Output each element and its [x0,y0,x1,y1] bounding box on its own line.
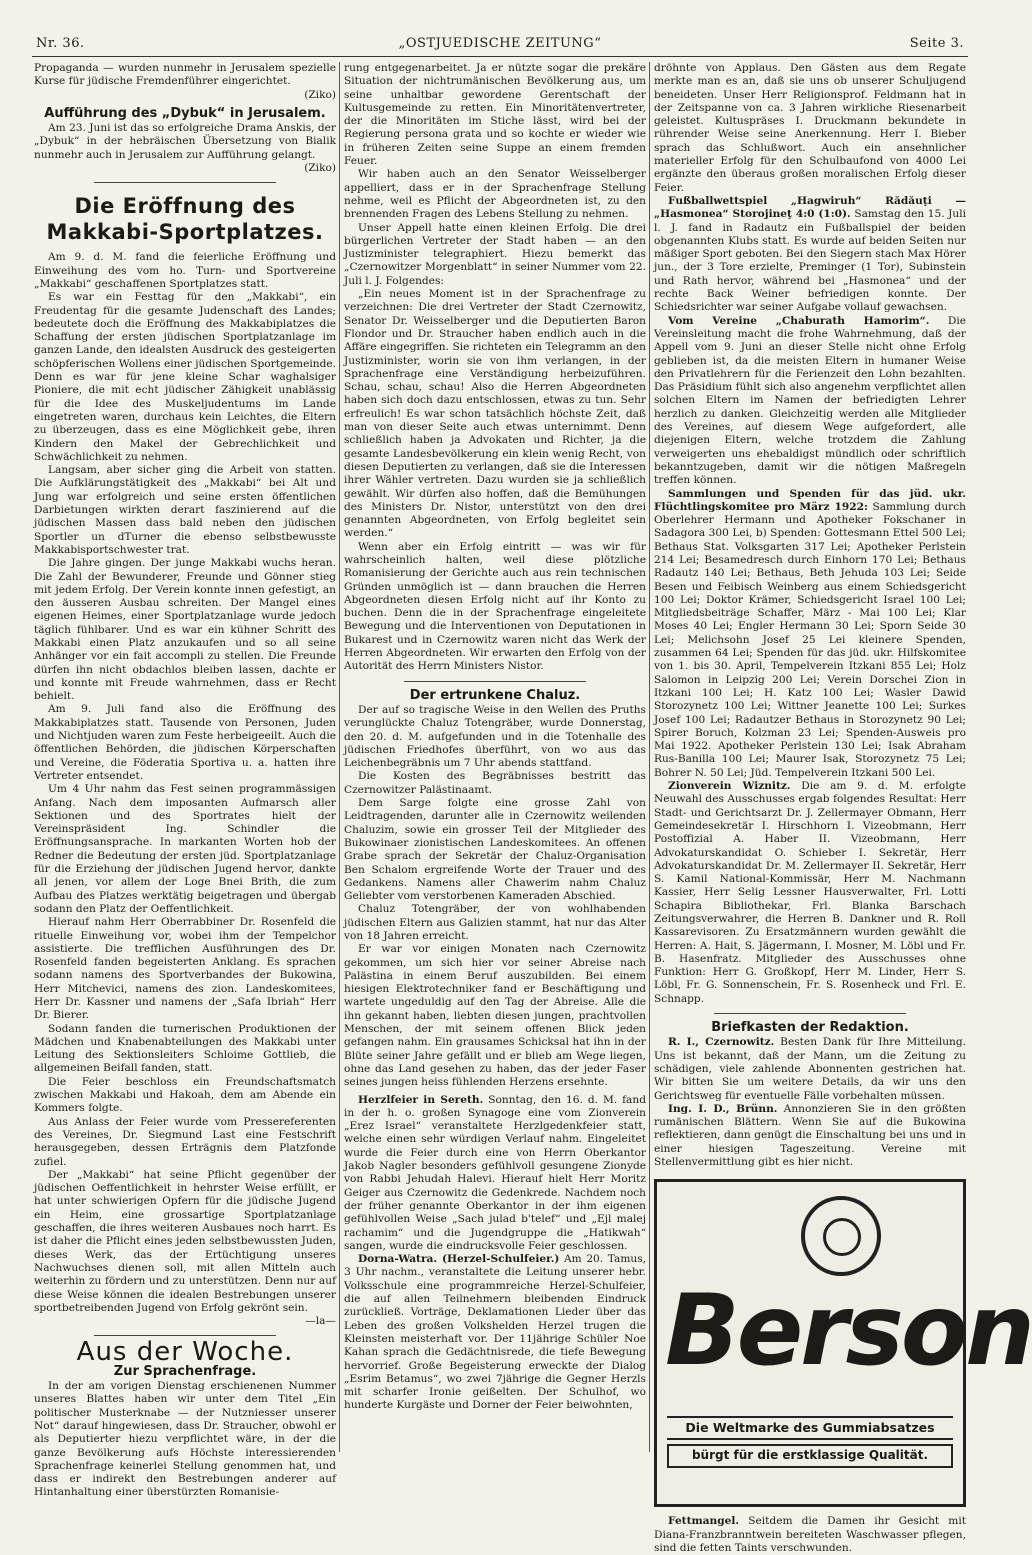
item-text: Sonntag, den 16. d. M. fand in der h. o. großen Synagoge eine vom Zionverein „Erez Israel“ veranstaltete Herzlgedenkfeier statt, welche einen sehr würdigen Verlauf nahm. Eingeleitet wurde die Feier durch eine von Herrn Oberkantor Jakob Nagler besonders gefühlvoll gesungene Zionyde von Rabbi Jehudah Halevi. Hierauf hielt Herr Moritz Geiger aus Czernowitz die Gedenkrede. Nachdem noch der früher genannte Oberkantor in der ihm eigenen gefühlvollen Weise „Sach julad b'telef“ und „Ejl malej rachamim“ und die Jugendgruppe die „Hatikwah“ sangen, wurde die eindrucksvolle Feier geschlossen. [344,1093,646,1252]
page-header [32,34,968,57]
column-divider [649,62,650,1452]
news-item-fettmangel [654,1515,966,1555]
item-text: Sammlung durch Oberlehrer Hermann und Apotheker Fokschaner in Sadagora 300 Lei, b) Spenden: Gottesmann Ettel 500 Lei; Bethaus Stat. Volksgarten 317 Lei; Apotheker Perlstein 214 Lei; Besamedresch durch Einhorn 170 Lei; Bethaus Radautz 140 Lei; Bethaus, Beth Jehuda 103 Lei; Seide Besen und Feibisch Weinberg aus einem Schiedsgericht 100 Lei; Doktor Krämer, Schiedsgericht Israel 100 Lei; Mitgliedsbeiträge Schaffer, März - Mai 100 Lei; Klar Moses 40 Lei; Engler Hermann 30 Lei; Sporn Seide 30 Lei; Melichsohn Josef 25 Lei kleinere Spenden, zusammen 64 Lei; Spenden für das jüd. ukr. Hilfskomitee von 1. bis 30. April, Tempelverein Itzkani 855 Lei; Holz Salomon in Leipzig 200 Lei; Verein Dorschei Zion in Itzkani 100 Lei; H. Katz 100 Lei; Wasler Dawid Storozynetz 100 Lei; Wittner Jeanette 100 Lei; Surkes Josef 100 Lei; Radautzer Bethaus in Storozynetz 90 Lei; Spirer Boruch, Kolzman 23 Lei; Spenden-Ausweis pro Mai 1922. Apotheker Perlstein 130 Lei; Isak Abraham Rus-Banilla 100 Lei; Maurer Isak, Storozynetz 75 Lei; Bohrer N. 50 Lei; Jüd. Tempelverein Itzkani 500 Lei. [654,500,966,779]
paragraph: dröhnte von Applaus. Den Gästen aus dem Regate merkte man es an, daß sie uns ob unserer Schuljugend beneideten. Unser Herr Religionsprof. Feldmann hat in der Zeitspanne von ca. 3 Jahren wirkliche Riesenarbeit geleistet. Kultuspräses I. Druckmann bekundete in rührender Weise seine Anerkennung. Herr I. Bieber sprach das Schlußwort. Auch ein ansehnlicher materieller Erfolg für den Schulbaufond von 4000 Lei ergänzte den überaus großen moralischen Erfolg dieser Feier. [654,62,966,194]
paragraph: Langsam, aber sicher ging die Arbeit von statten. Die Aufklärungstätigkeit des „Makkabi“ bei Alt und Jung war erfolgreich und seine ersten öffentlichen Darbietungen wirkten derart faszinierend auf die jüdischen Massen dass bald neben den jüdischen Sportler un dTurner die ebenso selbstbewusste Makkabisportschwester trat. [34,464,336,556]
advertisement-berson [654,1179,1032,1507]
paragraph: Die Kosten des Begräbnisses bestritt das Czernowitzer Palästinaamt. [344,770,646,796]
item-text: Samstag den 15. Juli l. J. fand in Radautz ein Fußballspiel der beiden obgenannten Klubs statt. Es wurde auf beiden Seiten nur mäßiger Sport geboten. Bei den Siegern stach Max Hörer jun., der 3 Tore erzielte, Preminger (1 Tor), Subinstein und Rath hervor, während bei „Hasmonea“ und der rechte Back Weiner befriedigen konnte. Der Schiedsrichter war seiner Aufgabe vollauf gewachsen. [654,208,967,314]
byline: (Ziko) [304,88,336,101]
letter-item [654,1036,966,1102]
news-item-fussball [654,195,966,315]
news-item-herzlfeier [344,1094,646,1254]
paragraph: Aus Anlass der Feier wurde vom Pressereferenten des Vereines, Dr. Siegmund Last eine Festschrift herausgegeben, dessen Erträgnis dem Platzfonde zufiel. [34,1115,336,1168]
item-text: Am 20. Tamus, 3 Uhr nachm., veranstaltete die Leitung unserer hebr. Volksschule eine programmreiche Herzel-Schulfeier, die auf allen Teilnehmern bleibenden Eindruck zurückließ. Vorträge, Deklamationen Lieder über das Leben des großen Volkshelden Herzel trugen die Kleinsten meisterhaft vor. Der 11jährige Schüler Noe Kahan sprach die Gedächtnisrede, die tiefe Bewegung hervorrief. Große Begeisterung erweckte der Dialog „Esrim Betamus“, wo zwei 7jährige die Gegner Herzls mit scharfer Ironie geißelten. Der Schulhof, wo hunderte Kurgäste und Dorner der Feier beiwohnten, [344,1253,646,1412]
brand-logo: Berson [665,1274,1032,1389]
article-title-sprachenfrage: Zur Sprachenfrage. [113,1363,257,1379]
paragraph: Wir haben auch an den Senator Weisselberger appelliert, dass er in der Sprachenfrage Stellung nehme, weil es Pflicht der Abgeordneten ist, zu den brennenden Fragen des Lebens Stellung zu nehmen. [344,168,646,221]
paragraph: Wenn aber ein Erfolg eintritt — was wir für wahrscheinlich halten, weil diese plötzliche Romanisierung der Gerichte auch aus rein technischen Gründen unmöglich ist — dann brauchen die Herren Abgeordneten diesen Erfolg nicht auf ihr Konto zu buchen. Denn die in der Sprachenfrage eingeleitete Bewegung und die Interventionen von Deputationen in Bukarest und in Czernowitz waren nicht das Werk der Herren Abgeordneten. Wir erwarten den Erfolg von der Autorität des Herrn Ministers Nistor. [344,540,646,673]
paragraph: Die Feier beschloss ein Freundschaftsmatch zwischen Makkabi und Hakoah, dem am Abende ein Kommers folgte. [34,1075,336,1115]
item-lead: Zionverein Wiznitz. [668,780,791,793]
paragraph: In der am vorigen Dienstag erschienenen Nummer unseres Blattes haben wir unter dem Titel „Ein politischer Musterknabe — der Nutzniesser unserer Not“ darauf hingewiesen, dass Dr. Straucher, obwohl er als Deputierter hiezu verpflichtet wäre, in der die ganze Bevölkerung aufs Höchste interessierenden Sprachenfrage keinerlei Stellung genommen hat, und dass er indirekt den Bestrebungen anderer auf Hintanhaltung einer überstürzten Romanisie- [34,1380,336,1499]
item-lead: Herzlfeier in Sereth. [358,1093,484,1106]
divider [94,1335,276,1336]
paragraph: Am 9. d. M. fand die feierliche Eröffnung und Einweihung des vom ho. Turn- und Sportvereine „Makkabi“ geschaffenen Sportplatzes statt. [34,251,336,290]
page-number: Seite 3. [909,36,964,51]
news-item-dorna [344,1253,646,1413]
quote: „Ein neues Moment ist in der Sprachenfrage zu verzeichnen: Die drei Vertreter der Stadt Czernowitz, Senator Dr. Weisselberger und die Deputierten Baron Flondor und Dr. Straucher haben endlich auch in die Affäre eingegriffen. Sie richteten ein Telegramm an den Justizminister, worin sie von ihm verlangen, in der Sprachenfrage eine Verständigung herbeizuführen. Schau, schau, schau! Also die Herren Abgeordneten haben sich doch dazu entschlossen, etwas zu tun. Sehr erfreulich! Es war schon tatsächlich höchste Zeit, daß man von dieser Seite auch etwas unternimmt. Denn schließlich haben ja Advokaten und Richter, ja die gesamte Landesbevölkerung ein klein wenig Recht, von diesen Deputierten zu verlangen, daß sie die Interessen ihrer Wähler vertreten. Dazu wurden sie ja schließlich gewählt. Wir dürfen also hoffen, daß die Bemühungen des Ministers Dr. Nistor, unterstützt von den drei genannten Abgeordneten, von Erfolg begleitet sein werden.“ [344,288,646,540]
column-divider [339,62,340,1452]
newspaper-title: „OSTJUEDISCHE ZEITUNG“ [398,36,602,51]
item-text: Seitdem die Damen ihr Gesicht mit Diana-Franzbranntwein bereiteten Waschwasser pflegen, sind die fetten Taints verschwunden. [654,1515,966,1554]
ad-claim: bürgt für die erstklassige Qualität. [667,1444,953,1467]
article-title-dybuk: Aufführung des „Dybuk“ in Jerusalem. [44,105,326,121]
item-text: Besten Dank für Ihre Mitteilung. Uns ist bekannt, daß der Mann, um die Zeitung zu schädigen, viele zahlende Abonnenten gestrichen hat. Wir bitten Sie um weitere Details, da wir uns den Gerichtsweg für eventuelle Fälle vorbehalten müssen. [654,1036,967,1102]
paragraph: Die Jahre gingen. Der junge Makkabi wuchs heran. Die Zahl der Bewunderer, Freunde und Gönner stieg mit jedem Erfolg. Der Verein konnte innen gefestigt, an den äusseren Ausbau schreiten. Der Mangel eines eigenen Heimes, einer Sportplatzanlage wurde jedoch täglich fühlbarer. Und es war ein kühner Schritt des Makkabi einen Platz anzukaufen und so all seine Anhänger vor ein fait accompli zu stellen. Die Freunde dürfen ihn nicht obdachlos bleiben lassen, dachte er und konnte mit Freude wahrnehmen, dass er Recht behielt. [34,557,336,703]
divider [404,681,586,682]
paragraph: Um 4 Uhr nahm das Fest seinen programmässigen Anfang. Nach dem imposanten Aufmarsch aller Sektionen und des Sportrates hielt der Vereinspräsident Ing. Schindler die Eröffnungsansprache. In markanten Worten hob der Redner die Bedeutung der ersten jüd. Sportplatzanlage für die Erziehung der jüdischen Jugend hervor, dankte all jenen, vor allem der Loge Bnei Brith, die zum Aufbau des Platzes werktätig beigetragen und übergab sodann den Platz der Oeffentlichkeit. [34,783,336,915]
heel-logo-icon [801,1196,881,1276]
letter-item [654,1103,966,1169]
item-text: Die am 9. d. M. erfolgte Neuwahl des Ausschusses ergab folgendes Resultat: Herr Stadt- und Gerichtsarzt Dr. J. Zellermayer Obmann, Herr Gemeindesekretär I. Hirschhorn I. Vizeobmann, Herr Postoffizial A. Haber II. Vizeobmann, Herr Advokaturskandidat O. Schieber I. Sekretär, Herr Advokaturskandidat Dr. M. Zellermayer II. Sekretär, Herr S. Kamil National-Kommissär, Herr M. Nachmann Kassier, Herr Selig Lessner Hausverwalter, Frl. Lotti Schapira Bibliothekar, Frl. Blanka Barschach Zeitungsverwahrer, die Herren B. Dankner und R. Roll Kassarevisoren. Zu Ersatzmännern wurden gewählt die Herren: A. Hait, S. Jägermann, I. Mosner, M. Löbl und Fr. B. Hasenfratz. Mitglieder des Ausschusses ohne Funktion: Herr G. Großkopf, Herr M. Linder, Herr S. Löbl, Fr. G. Sonnenschein, Fr. S. Rosenheck und Frl. E. Schnapp. [654,780,966,1005]
paragraph: Chaluz Totengräber, der von wohlhabenden jüdischen Eltern aus Galizien stammt, hat nur das Alter von 18 Jahren erreicht. [344,903,646,942]
section-title-briefkasten: Briefkasten der Redaktion. [711,1020,909,1036]
paragraph: Unser Appell hatte einen kleinen Erfolg. Die drei bürgerlichen Vertreter der Stadt haben — an den Justizminister telegraphiert. Hiezu bemerkt das „Czernowitzer Morgenblatt“ in seiner Nummer vom 22. Juli l. J. Folgendes: [344,221,646,287]
intro-text: Propaganda — wurden nunmehr in Jerusalem spezielle Kurse für jüdische Fremdenführer eingerichtet. [34,62,336,88]
paragraph: Er war vor einigen Monaten nach Czernowitz gekommen, um sich hier vor seiner Abreise nach Palästina in einem Beruf auszubilden. Bei einem hiesigen Elektrotechniker fand er Beschäftigung und wartete ungeduldig auf den Tag der Abreise. Alle die ihn gekannt haben, liebten diesen jungen, prachtvollen Menschen, der mit seinem offenen Blick jeden gefangen nahm. Ein grausames Schicksal hat ihn in der Blüte seiner Jahre gefällt und er blieb am Wege liegen, ohne das Land gesehen zu haben, das der jeder Faser seines jungen heiss fühlenden Herzens ersehnte. [344,943,646,1089]
paragraph: Am 9. Juli fand also die Eröffnung des Makkabiplatzes statt. Tausende von Personen, Juden und Nichtjuden waren zum Feste herbeigeeilt. Auch die öffentlichen Behörden, die jüdischen Körperschaften und Vereine, die Föderatia Sportiva u. a. hatten ihre Vertreter entsendet. [34,703,336,782]
article-title-makkabi: Die Eröffnung des Makkabi-Sportplatzes. [46,194,324,245]
item-text: Annonzieren Sie in den größten rumänischen Blättern. Wenn Sie auf die Bukowina reflektieren, dann genügt die Einschaltung bei uns und in einer hiesigen Tageszeitung. Vereine mit Stellenvermittlung gibt es hier nicht. [654,1102,966,1169]
news-item-chaburath [654,315,966,488]
item-lead: Fußballwettspiel „Hagwiruh“ Rădăuţi — „Hasmonea“ Storojineţ 4:0 (1:0). [654,194,966,221]
news-item-wiznitz [654,780,966,1006]
byline: (Ziko) [304,162,336,175]
item-lead: Fettmangel. [668,1515,740,1528]
section-title: Aus der Woche. [76,1337,294,1368]
item-lead: Ing. I. D., Brünn. [668,1102,778,1115]
news-item-spenden [654,488,966,781]
column-2 [344,62,646,1482]
paragraph: Hierauf nahm Herr Oberrabbiner Dr. Rosenfeld die rituelle Einweihung vor, wobei ihm der Tempelchor assistierte. Die trefflichen Ausführungen des Dr. Rosenfeld fanden begeisterten Anklang. Es sprachen sodann namens des Sportverbandes der Bukowina, Herr Mitchevici, namens des zion. Landeskomitees, Herr Dr. Kassner und namens der „Safa Ibriah“ Herr Dr. Bierer. [34,916,336,1022]
column-3 [654,62,1032,1554]
divider [714,1013,906,1014]
column-1 [34,62,336,1499]
divider [94,182,276,183]
byline: —la— [305,1315,336,1328]
paragraph: Der auf so tragische Weise in den Wellen des Pruths verunglückte Chaluz Totengräber, wurde Donnerstag, den 20. d. M. aufgefunden und in die Totenhalle des jüdischen Friedhofes überführt, von wo aus das Leichenbegräbnis um 7 Uhr abends stattfand. [344,703,646,770]
item-lead: Sammlungen und Spenden für das jüd. ukr. Flüchtlingskomitee pro März 1922: [654,487,966,513]
item-text: Die Vereinsleitung macht die frohe Wahrnehmung, daß der Appell vom 9. Juni an dieser Stelle nicht ohne Erfolg geblieben ist, da die meisten Eltern in humaner Weise den Privatlehrern für die Ferienzeit den Lohn bezahlten. Das Präsidium fühlt sich also angenehm verpflichtet allen solchen Eltern im Namen der befriedigten Lehrer herzlich zu danken. Gleichzeitig werden alle Mitglieder des Vereines, auf diesem Wege aufgefordert, alle diejenigen Eltern, welche trotzdem die Zahlung verweigerten uns ehebaldigst mündlich oder schriftlich bekanntzugeben, damit wir die nötigen Maßregeln treffen können. [654,314,966,487]
paragraph: rung entgegenarbeitet. Ja er nützte sogar die prekäre Situation der nichtrumänischen Bevölkerung aus, um seine unhaltbar gewordene Gerentschaft der Kultusgemeinde zu retten. Ein Minoritätenvertreter, der die Minoritäten im Stiche lässt, wird bei der Regierung persona grata und so kochte er wieder wie in früheren Zeiten seine Suppe an einem fremden Feuer. [344,62,646,168]
paragraph: Es war ein Festtag für den „Makkabi“, ein Freudentag für die gesamte Judenschaft des Landes; bedeutete doch die Eröffnung des Makkabiplatzes die Schaffung der ersten jüdischen Sportplatzanlage im ganzen Lande, den idealsten Ausdruck des gesteigerten schöpferischen Wollens einer jüdischen Sportgemeinde. Denn es war für jene kleine Schar waghalsiger Pioniere, die mit echt jüdischer Zähigkeit unablässig für die Idee des Muskeljudentums im Lande eingetreten waren, durchaus kein Leichtes, die Eltern zu überzeugen, dass es eine Möglichkeit gebe, ihren Kindern den Makel der Gebrechlichkeit und Schwächlichkeit zu nehmen. [34,291,336,463]
item-lead: Dorna-Watra. (Herzel-Schulfeier.) [358,1253,560,1266]
paragraph: Der „Makkabi“ hat seine Pflicht gegenüber der jüdischen Oeffentlichkeit in hehrster Weise erfüllt, er hat unter schwierigen Opfern für die jüdische Jugend ein Heim, eine grossartige Sportplatzanlage geschaffen, die ihres weiteren Ausbaues noch harrt. Es ist daher die Pflicht eines jeden selbstbewussten Juden, dieses Werk, das der Ertüchtigung unseres Nachwuchses dienen soll, mit allen Mitteln auch weiterhin zu fördern und zu unterstützen. Denn nur auf diese Weise können die idealen Bestrebungen unserer sportbetreibenden Jugend von Erfolg gekrönt sein. [34,1168,336,1314]
article-text: Am 23. Juni ist das so erfolgreiche Drama Anskis, der „Dybuk“ in der hebräischen Übersetzung von Bialik nunmehr auch in Jerusalem zur Aufführung gelangt. [34,122,336,161]
paragraph: Dem Sarge folgte eine grosse Zahl von Leidtragenden, darunter alle in Czernowitz weilenden Chaluzim, sowie ein grosser Teil der Mitglieder des Bukowinaer zionistischen Landeskomitees. An offenen Grabe sprach der Sekretär der Chaluz-Organisation Ben Schalom ergreifende Worte der Trauer und des Gedankens. Namens aller Chawerim nahm Chaluz Geliebter vom verstorbenen Kameraden Abschied. [344,797,646,903]
paragraph: Sodann fanden die turnerischen Produktionen der Mädchen und Knabenabteilungen des Makkabi unter Leitung des Sektionsleiters Schloime Gottlieb, die allgemeinen Beifall fanden, statt. [34,1022,336,1075]
ad-tagline: Die Weltmarke des Gummiabsatzes [667,1416,953,1439]
item-lead: Vom Vereine „Chaburath Hamorim“. [668,314,930,327]
issue-number: Nr. 36. [36,36,85,51]
item-lead: R. I., Czernowitz. [668,1036,775,1049]
article-title-chaluz: Der ertrunkene Chaluz. [409,687,581,703]
